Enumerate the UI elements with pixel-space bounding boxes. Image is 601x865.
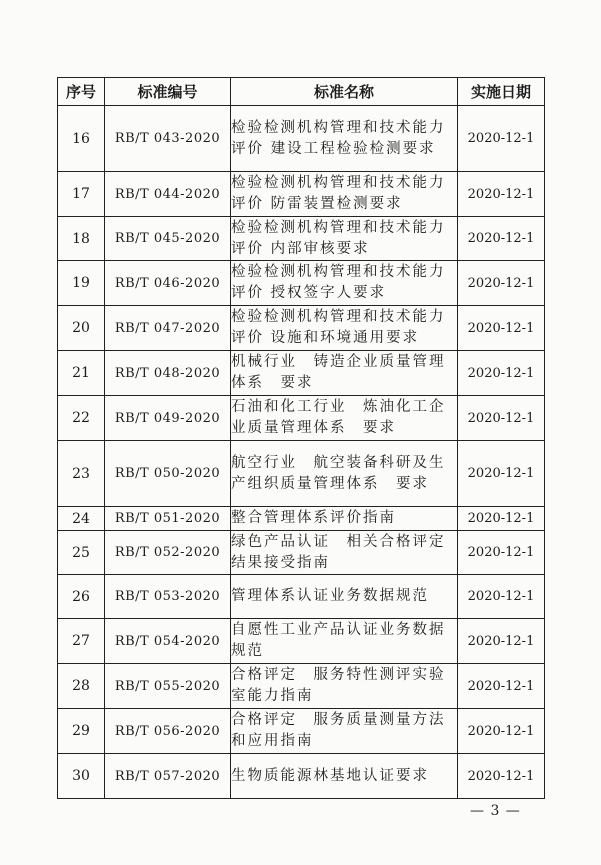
row-standard-name: 石油和化工行业 炼油化工企业质量管理体系 要求 [231,396,458,441]
table-row [58,754,545,799]
row-effective-date: 2020-12-1 [458,709,545,754]
row-standard-name: 机械行业 铸造企业质量管理体系 要求 [231,351,458,396]
row-standard-name: 航空行业 航空装备科研及生产组织质量管理体系 要求 [231,441,458,507]
row-standard-name: 合格评定 服务特性测评实验室能力指南 [231,664,458,709]
table-row [58,664,545,709]
row-standard-name: 生物质能源林基地认证要求 [231,754,458,799]
row-serial-number: 20 [58,306,105,351]
row-effective-date: 2020-12-1 [458,261,545,306]
row-effective-date: 2020-12-1 [458,172,545,217]
header-standard-code: 标准编号 [105,78,231,106]
row-standard-name: 检验检测机构管理和技术能力评价 建设工程检验检测要求 [231,106,458,172]
row-serial-number: 28 [58,664,105,709]
row-standard-code: RB/T 050-2020 [105,441,231,507]
row-standard-code: RB/T 044-2020 [105,172,231,217]
table-row [58,172,545,217]
row-effective-date: 2020-12-1 [458,396,545,441]
table-row [58,507,545,531]
row-serial-number: 18 [58,217,105,261]
header-effective-date: 实施日期 [458,78,545,106]
row-standard-name: 合格评定 服务质量测量方法和应用指南 [231,709,458,754]
table-row [58,441,545,507]
row-standard-name: 检验检测机构管理和技术能力评价 防雷装置检测要求 [231,172,458,217]
row-standard-name: 检验检测机构管理和技术能力评价 设施和环境通用要求 [231,306,458,351]
table-row [58,396,545,441]
row-standard-code: RB/T 051-2020 [105,507,231,531]
row-serial-number: 21 [58,351,105,396]
row-effective-date: 2020-12-1 [458,619,545,664]
header-serial-number: 序号 [58,78,105,106]
row-serial-number: 17 [58,172,105,217]
row-standard-name: 管理体系认证业务数据规范 [231,575,458,619]
row-effective-date: 2020-12-1 [458,531,545,575]
row-effective-date: 2020-12-1 [458,575,545,619]
table-row [58,306,545,351]
table-row [58,575,545,619]
row-standard-code: RB/T 049-2020 [105,396,231,441]
row-standard-code: RB/T 052-2020 [105,531,231,575]
row-serial-number: 26 [58,575,105,619]
row-standard-name: 检验检测机构管理和技术能力评价 内部审核要求 [231,217,458,261]
table-row [58,106,545,172]
row-standard-code: RB/T 054-2020 [105,619,231,664]
page-number: — 3 — [470,803,521,819]
row-serial-number: 29 [58,709,105,754]
row-standard-code: RB/T 046-2020 [105,261,231,306]
row-serial-number: 27 [58,619,105,664]
row-standard-name: 自愿性工业产品认证业务数据规范 [231,619,458,664]
table-row [58,619,545,664]
row-effective-date: 2020-12-1 [458,306,545,351]
row-serial-number: 19 [58,261,105,306]
row-serial-number: 23 [58,441,105,507]
standards-table [57,77,545,799]
row-effective-date: 2020-12-1 [458,217,545,261]
row-effective-date: 2020-12-1 [458,441,545,507]
row-standard-code: RB/T 045-2020 [105,217,231,261]
table-row [58,351,545,396]
row-standard-name: 检验检测机构管理和技术能力评价 授权签字人要求 [231,261,458,306]
row-standard-name: 绿色产品认证 相关合格评定结果接受指南 [231,531,458,575]
row-serial-number: 16 [58,106,105,172]
table-row [58,217,545,261]
row-serial-number: 30 [58,754,105,799]
row-standard-code: RB/T 055-2020 [105,664,231,709]
table-row [58,261,545,306]
table-row [58,709,545,754]
row-serial-number: 24 [58,507,105,531]
row-standard-code: RB/T 048-2020 [105,351,231,396]
row-standard-name: 整合管理体系评价指南 [231,507,458,531]
row-standard-code: RB/T 043-2020 [105,106,231,172]
row-serial-number: 22 [58,396,105,441]
header-standard-name: 标准名称 [231,78,458,106]
row-effective-date: 2020-12-1 [458,754,545,799]
table-row [58,531,545,575]
row-standard-code: RB/T 057-2020 [105,754,231,799]
table-header-row [58,78,545,106]
row-standard-code: RB/T 056-2020 [105,709,231,754]
row-serial-number: 25 [58,531,105,575]
row-effective-date: 2020-12-1 [458,351,545,396]
row-standard-code: RB/T 047-2020 [105,306,231,351]
row-effective-date: 2020-12-1 [458,507,545,531]
row-effective-date: 2020-12-1 [458,106,545,172]
row-effective-date: 2020-12-1 [458,664,545,709]
row-standard-code: RB/T 053-2020 [105,575,231,619]
